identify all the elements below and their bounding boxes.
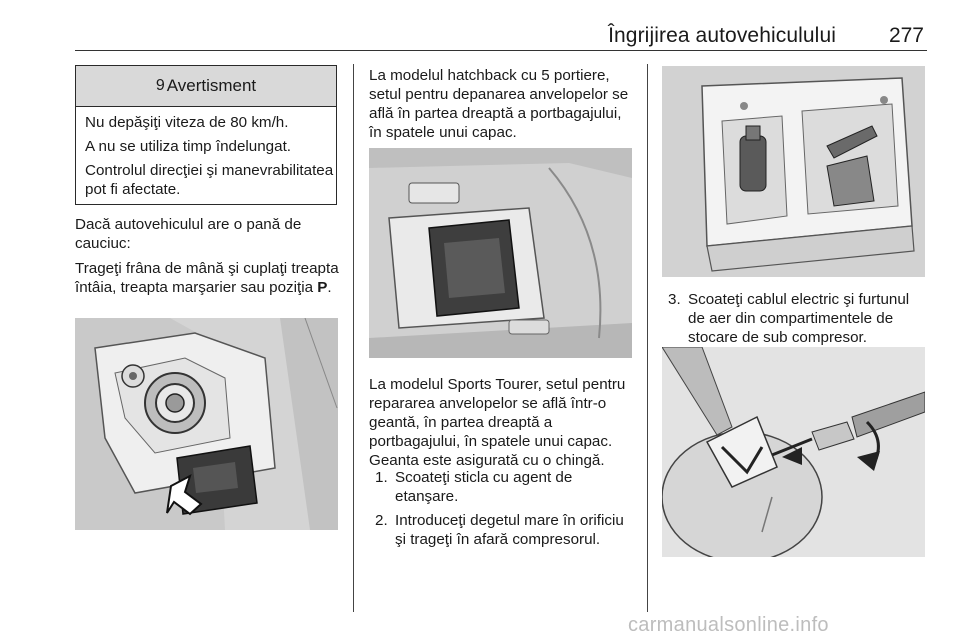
list-item: 3. Scoateţi cablul electric şi furtunul de aer din compartimentele de stocare de sub compresor. [668,291,910,346]
gear-position-p: P [317,279,328,296]
hatchback-description: La modelul hatchback cu 5 portiere, setul pentru depanarea anvelopelor se află în partea dreaptă a portbagajului, în spatele unui capac. [369,67,629,141]
hatchback-cover-illustration [369,148,632,358]
column-divider-right [647,64,648,612]
warning-box [75,65,337,205]
parking-instruction: Trageţi frâna de mână şi cuplaţi treapta întâia, treapta marşarier sau poziţia P. [75,260,339,296]
page-header-title: Îngrijirea autovehiculului [608,24,836,47]
steps-list-col2 [375,468,637,554]
list-item: 1. Scoateţi sticla cu agent de etanşare. [375,469,573,505]
warning-line: A nu se utiliza timp îndelungat. [85,138,292,155]
warning-line: Nu depăşiţi viteza de 80 km/h. [85,114,289,131]
trunk-compartment-illustration [75,318,338,530]
sports-tourer-description: La modelul Sports Tourer, setul pentru repararea anvelopelor se află într-o geantă, în partea dreaptă a portbagajului, în spatele unui capac. Geanta este asigurată cu o chingă. [369,376,626,469]
warning-header [76,66,336,107]
warning-line: Controlul direcţiei şi manevrabilitatea pot fi afectate. [85,162,334,198]
warning-title: Avertisment [166,76,257,95]
page-number: 277 [888,24,924,47]
warning-triangle-icon: 9 [155,77,165,94]
compressor-storage-illustration [662,66,925,277]
compressor-cable-illustration [662,347,925,557]
header-rule [75,50,927,51]
steps-list-col3 [668,290,928,352]
column-divider-left [353,64,354,612]
flat-tire-intro: Dacă autovehiculul are o pană de cauciuc: [75,216,302,252]
watermark: carmanualsonline.info [628,614,829,636]
list-item: 2. Introduceţi degetul mare în orificiu şi trageţi în afară compresorul. [375,512,624,548]
warning-body [76,107,336,199]
